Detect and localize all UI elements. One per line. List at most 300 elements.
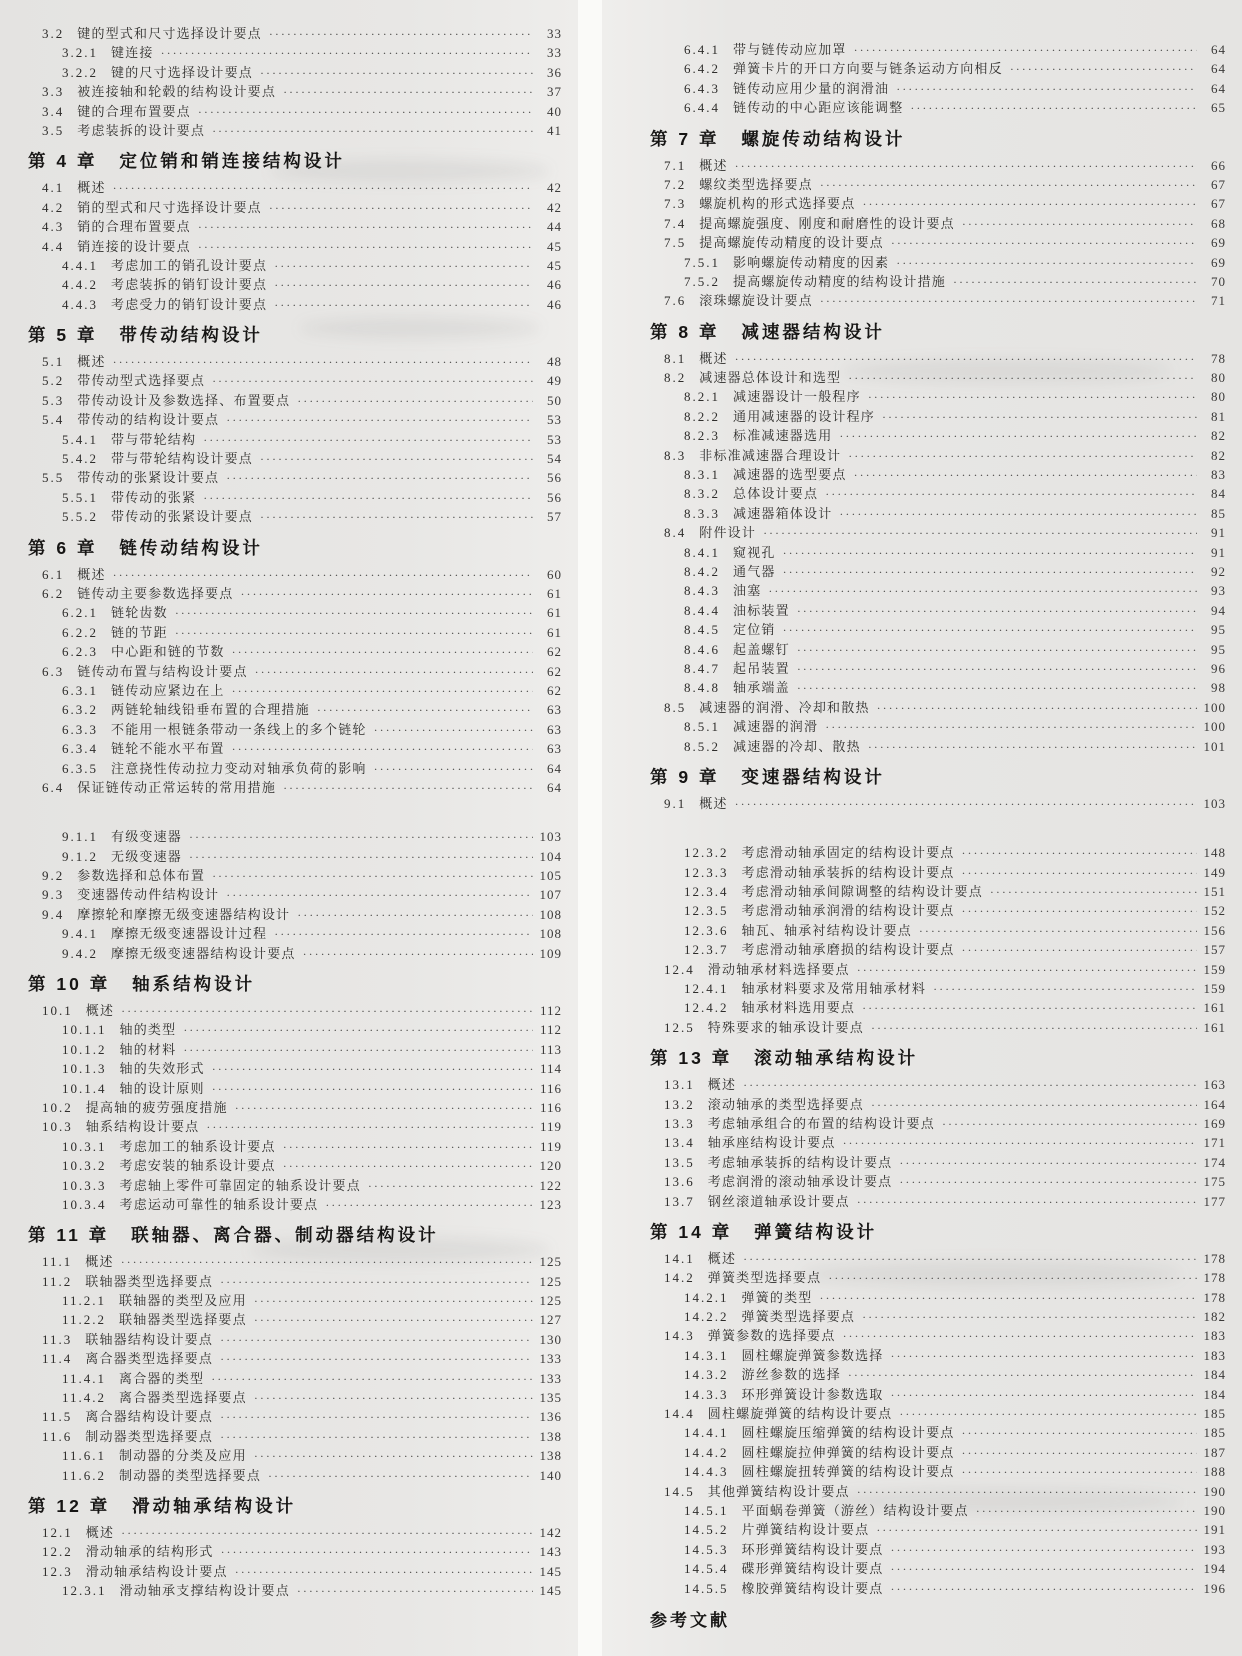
toc-entry-page-number: 61 (547, 585, 562, 601)
toc-entry-number: 9.4 (42, 906, 65, 922)
toc-entry (652, 1114, 1226, 1133)
toc-entry-title: 滚珠螺旋设计要点 (699, 293, 813, 309)
toc-entry-title: 附件设计 (699, 525, 757, 541)
chapter-title: 定位销和销连接结构设计 (119, 151, 345, 172)
toc-entry-title: 通用减速器的设计程序 (733, 408, 876, 424)
toc-entry (652, 446, 1226, 465)
toc-entry-page-number: 57 (547, 509, 562, 525)
toc-entry-page-number: 68 (1211, 215, 1226, 231)
block-gap (652, 813, 1226, 843)
toc-entry-page-number: 145 (539, 1583, 562, 1599)
toc-entry (652, 1018, 1226, 1037)
dot-leader (1010, 59, 1197, 79)
toc-entry (652, 368, 1226, 387)
toc-entry-page-number: 161 (1203, 1019, 1226, 1035)
chapter-title: 弹簧结构设计 (754, 1221, 878, 1242)
chapter-number: 第 9 章 (650, 766, 720, 787)
toc-entry (30, 391, 562, 410)
toc-entry-title: 概述 (85, 1525, 115, 1540)
toc-entry-title: 圆柱螺旋弹簧的结构设计要点 (707, 1406, 893, 1422)
dot-leader (235, 1562, 533, 1582)
toc-entry (30, 1466, 562, 1485)
toc-entry (30, 739, 562, 758)
toc-entry-number: 13.2 (664, 1096, 695, 1112)
dot-leader (297, 905, 533, 925)
toc-entry-number: 12.5 (664, 1019, 695, 1035)
toc-entry-page-number: 70 (1211, 273, 1226, 289)
toc-entry (30, 681, 562, 700)
toc-entry (30, 1137, 562, 1156)
dot-leader (121, 1523, 533, 1543)
toc-entry (652, 882, 1226, 901)
dot-leader (862, 1307, 1197, 1327)
toc-entry-number: 14.5.5 (684, 1580, 729, 1596)
toc-entry-page-number: 193 (1203, 1541, 1226, 1557)
toc-entry (30, 1252, 562, 1271)
toc-entry-title: 总体设计要点 (733, 486, 819, 502)
toc-entry-page-number: 178 (1203, 1289, 1226, 1305)
dot-leader (891, 233, 1197, 253)
toc-entry (652, 843, 1226, 862)
toc-entry (652, 253, 1226, 272)
toc-entry-number: 6.4.1 (684, 42, 720, 57)
toc-entry-title: 考虑加工的轴系设计要点 (119, 1138, 276, 1154)
toc-entry-page-number: 142 (539, 1525, 562, 1540)
chapter-number: 第 5 章 (28, 325, 98, 346)
dot-leader (839, 426, 1197, 446)
right-page (602, 0, 1242, 1656)
dot-leader (783, 562, 1197, 582)
toc-entry (30, 507, 562, 526)
toc-entry-number: 7.5.1 (684, 254, 720, 270)
toc-entry-title: 轴承材料要求及常用轴承材料 (741, 981, 927, 997)
toc-entry-number: 7.5 (664, 235, 687, 251)
dot-leader (221, 1542, 533, 1562)
toc-entry-number: 11.4 (42, 1351, 73, 1367)
toc-entry (30, 623, 562, 642)
toc-entry-number: 6.4.3 (684, 80, 720, 96)
dot-leader (743, 1249, 1197, 1269)
dot-leader (254, 1310, 533, 1330)
toc-entry-page-number: 105 (539, 868, 562, 884)
dot-leader (254, 1291, 533, 1311)
toc-entry-page-number: 60 (547, 566, 562, 582)
toc-entry-number: 14.5.4 (684, 1561, 729, 1577)
toc-entry-title: 键的尺寸选择设计要点 (111, 64, 254, 80)
toc-entry-title: 游丝参数的选择 (741, 1367, 841, 1383)
toc-entry-page-number: 82 (1211, 447, 1226, 463)
toc-entry-page-number: 183 (1203, 1328, 1226, 1344)
toc-entry-page-number: 33 (547, 26, 562, 41)
toc-entry (652, 698, 1226, 717)
toc-entry (30, 63, 562, 82)
toc-entry (652, 349, 1226, 368)
toc-entry-number: 8.2.1 (684, 389, 720, 405)
toc-entry-number: 12.4 (664, 961, 695, 977)
toc-entry-number: 7.5.2 (684, 273, 720, 289)
toc-entry-title: 带传动的结构设计要点 (77, 412, 220, 428)
toc-entry-title: 滑动轴承的结构形式 (85, 1544, 214, 1560)
toc-entry-page-number: 64 (1211, 61, 1226, 77)
toc-entry-title: 概述 (707, 1250, 737, 1266)
dot-leader (843, 1326, 1197, 1346)
toc-entry-page-number: 91 (1211, 544, 1226, 560)
toc-entry-page-number: 62 (547, 682, 562, 698)
toc-entry-title: 带传动型式选择要点 (77, 373, 206, 389)
toc-entry-number: 11.5 (42, 1409, 73, 1425)
dot-leader (206, 1117, 533, 1137)
toc-entry-page-number: 151 (1203, 884, 1226, 900)
toc-entry-title: 滚动轴承的类型选择要点 (707, 1096, 864, 1112)
toc-entry-title: 碟形弹簧结构设计要点 (741, 1561, 884, 1577)
toc-entry-page-number: 69 (1211, 235, 1226, 251)
toc-entry-title: 链传动应用少量的润滑油 (733, 80, 890, 96)
chapter-heading (650, 1221, 1226, 1243)
toc-entry-page-number: 113 (539, 1041, 562, 1057)
toc-entry (30, 256, 562, 275)
chapter-title: 带传动结构设计 (119, 325, 263, 346)
toc-entry-number: 14.5.1 (684, 1503, 729, 1518)
toc-entry-number: 8.5 (664, 699, 687, 715)
toc-entry (652, 678, 1226, 697)
toc-entry-title: 概述 (77, 566, 106, 582)
dot-leader (857, 1482, 1197, 1502)
toc-entry (30, 217, 562, 236)
dot-leader (260, 63, 533, 83)
toc-entry (30, 827, 562, 846)
toc-entry (652, 98, 1226, 117)
toc-entry-number: 8.4.7 (684, 660, 720, 676)
toc-entry-title: 链传动主要参数选择要点 (77, 585, 234, 601)
dot-leader (891, 1579, 1197, 1599)
dot-leader (990, 882, 1197, 902)
toc-entry-title: 概述 (85, 1003, 115, 1019)
toc-entry (30, 924, 562, 943)
toc-entry (30, 1020, 562, 1039)
toc-entry (30, 944, 562, 963)
dot-leader (226, 468, 533, 488)
toc-entry (652, 1249, 1226, 1268)
dot-leader (783, 620, 1197, 640)
toc-entry (652, 1501, 1226, 1520)
chapter-heading (650, 321, 1226, 343)
toc-entry-page-number: 53 (547, 431, 562, 447)
toc-entry (652, 998, 1226, 1017)
dot-leader (297, 391, 533, 411)
toc-entry-page-number: 187 (1203, 1444, 1226, 1460)
toc-entry-title: 不能用一根链条带动一条线上的多个链轮 (111, 721, 367, 737)
toc-entry-number: 7.2 (664, 176, 687, 192)
dot-leader (212, 866, 533, 886)
toc-entry-number: 5.4 (42, 412, 65, 428)
toc-entry-title: 概述 (699, 350, 728, 366)
toc-entry-number: 14.2 (664, 1270, 695, 1286)
toc-entry-number: 8.4.1 (684, 544, 720, 560)
toc-entry (30, 1195, 562, 1214)
dot-leader (283, 1156, 533, 1176)
toc-entry-title: 提高螺旋传动精度的结构设计措施 (733, 273, 947, 289)
dot-leader (260, 507, 533, 527)
toc-entry-title: 制动器的分类及应用 (119, 1448, 247, 1464)
toc-entry-page-number: 145 (539, 1563, 562, 1579)
toc-entry (652, 1579, 1226, 1598)
toc-entry-number: 12.1 (42, 1525, 73, 1540)
toc-entry-page-number: 171 (1203, 1135, 1226, 1151)
toc-entry-title: 其他弹簧结构设计要点 (707, 1483, 850, 1499)
toc-entry-title: 减速器箱体设计 (733, 505, 833, 521)
toc-entry-page-number: 33 (547, 45, 562, 61)
toc-entry (30, 603, 562, 622)
toc-entry (652, 979, 1226, 998)
dot-leader (899, 1404, 1197, 1424)
toc-entry (30, 295, 562, 314)
toc-entry (652, 1482, 1226, 1501)
dot-leader (283, 82, 533, 102)
dot-leader (891, 1540, 1197, 1560)
dot-leader (189, 827, 533, 847)
toc-entry-number: 5.1 (42, 354, 65, 370)
dot-leader (871, 1018, 1197, 1038)
toc-entry (30, 1001, 562, 1020)
dot-leader (303, 944, 533, 964)
toc-entry-number: 5.4.1 (62, 431, 98, 447)
dot-leader (797, 640, 1197, 660)
dot-leader (976, 1501, 1197, 1521)
toc-entry-number: 10.1.4 (62, 1080, 107, 1096)
dot-leader (325, 1195, 533, 1215)
chapter-heading (650, 766, 1226, 788)
toc-entry-title: 考虑运动可靠性的轴系设计要点 (119, 1196, 319, 1212)
dot-leader (175, 603, 533, 623)
toc-entry-title: 考虑滑动轴承磨损的结构设计要点 (741, 942, 955, 958)
dot-leader (877, 698, 1197, 718)
toc-entry-number: 4.4.2 (62, 277, 98, 293)
toc-entry-number: 3.2 (42, 26, 65, 41)
toc-entry-page-number: 62 (547, 644, 562, 660)
toc-entry-number: 6.3.2 (62, 702, 98, 718)
toc-entry (30, 1427, 562, 1446)
dot-leader (848, 446, 1197, 466)
toc-entry-number: 6.3.1 (62, 682, 98, 698)
toc-entry-page-number: 63 (547, 702, 562, 718)
toc-entry-title: 螺旋机构的形式选择要点 (699, 196, 856, 212)
toc-entry-title: 减速器的润滑 (733, 719, 819, 735)
chapter-number: 第 10 章 (28, 974, 111, 995)
dot-leader (962, 843, 1197, 863)
toc-entry-page-number: 64 (547, 779, 562, 795)
toc-entry-number: 8.4 (664, 525, 687, 541)
toc-entry-number: 12.3.6 (684, 922, 729, 938)
toc-entry-number: 6.4.2 (684, 61, 720, 77)
dot-leader (797, 601, 1197, 621)
dot-leader (283, 1137, 533, 1157)
toc-entry-title: 提高螺旋传动精度的设计要点 (699, 235, 884, 251)
toc-entry-title: 考虑装拆的销钉设计要点 (111, 277, 268, 293)
toc-entry-page-number: 148 (1203, 845, 1226, 861)
toc-entry (30, 275, 562, 294)
toc-entry (652, 581, 1226, 600)
toc-entry-page-number: 83 (1211, 467, 1226, 483)
toc-entry (30, 1117, 562, 1136)
dot-leader (962, 901, 1197, 921)
toc-entry-number: 9.3 (42, 887, 65, 903)
toc-entry (652, 620, 1226, 639)
toc-entry (30, 371, 562, 390)
dot-leader (235, 1098, 533, 1118)
dot-leader (183, 1040, 533, 1060)
dot-leader (121, 1252, 533, 1272)
toc-entry (30, 1310, 562, 1329)
dot-leader (825, 717, 1197, 737)
dot-leader (797, 678, 1197, 698)
dot-leader (868, 737, 1197, 757)
toc-entry-title: 轴承座结构设计要点 (707, 1135, 836, 1151)
chapter-heading (28, 973, 562, 995)
toc-entry-number: 11.2.1 (62, 1293, 107, 1309)
chapter-number: 第 14 章 (650, 1221, 733, 1242)
toc-entry-title: 概述 (77, 354, 106, 370)
toc-entry-number: 4.2 (42, 199, 65, 215)
toc-entry-number: 6.1 (42, 566, 65, 582)
toc-entry-page-number: 112 (539, 1003, 562, 1019)
toc-entry-number: 6.3 (42, 663, 65, 679)
toc-entry-number: 14.2.2 (684, 1309, 729, 1325)
right-toc-list (602, 0, 1242, 1632)
toc-entry-page-number: 175 (1203, 1174, 1226, 1190)
toc-entry (652, 523, 1226, 542)
toc-entry-title: 考虑装拆的设计要点 (77, 122, 206, 138)
toc-entry-page-number: 164 (1203, 1096, 1226, 1112)
toc-entry-number: 10.3.1 (62, 1138, 107, 1154)
toc-entry-number: 12.3.7 (684, 942, 729, 958)
toc-entry-page-number: 84 (1211, 486, 1226, 502)
toc-entry-page-number: 41 (547, 122, 562, 138)
toc-entry-number: 11.6 (42, 1428, 73, 1444)
toc-entry (652, 601, 1226, 620)
toc-entry-page-number: 136 (539, 1409, 562, 1425)
toc-entry (652, 1540, 1226, 1559)
page-gutter (578, 0, 602, 1656)
toc-entry-title: 销连接的设计要点 (77, 238, 191, 254)
dot-leader (891, 1559, 1197, 1579)
toc-entry-title: 联轴器类型选择要点 (119, 1312, 247, 1328)
toc-entry (30, 1330, 562, 1349)
toc-entry-page-number: 92 (1211, 563, 1226, 579)
toc-entry-title: 概述 (85, 1254, 114, 1270)
toc-entry-page-number: 112 (539, 1022, 562, 1038)
toc-entry-title: 起吊装置 (733, 660, 790, 676)
toc-entry (652, 960, 1226, 979)
dot-leader (962, 1443, 1197, 1463)
toc-entry-page-number: 82 (1211, 428, 1226, 444)
toc-entry (30, 488, 562, 507)
toc-entry (652, 214, 1226, 233)
toc-entry-title: 链的节距 (111, 624, 168, 640)
toc-entry-title: 轴系结构设计要点 (85, 1119, 200, 1135)
dot-leader (317, 700, 533, 720)
dot-leader (882, 407, 1197, 427)
dot-leader (212, 371, 533, 391)
toc-entry (30, 1040, 562, 1059)
toc-entry-number: 13.5 (664, 1154, 695, 1170)
dot-leader (962, 940, 1197, 960)
toc-entry-number: 8.5.2 (684, 738, 720, 754)
toc-entry-page-number: 119 (539, 1138, 562, 1154)
toc-entry (30, 1407, 562, 1426)
dot-leader (240, 584, 533, 604)
toc-entry-title: 链轮不能水平布置 (111, 741, 225, 757)
toc-entry-page-number: 67 (1211, 196, 1226, 212)
toc-entry-title: 带传动设计及参数选择、布置要点 (77, 392, 291, 408)
toc-entry-title: 弹簧类型选择要点 (707, 1270, 822, 1286)
toc-entry-number: 12.3.5 (684, 903, 729, 919)
toc-entry-number: 4.3 (42, 219, 65, 235)
toc-entry-number: 3.5 (42, 122, 65, 138)
toc-entry-page-number: 194 (1203, 1561, 1226, 1577)
toc-entry-title: 钢丝滚道轴承设计要点 (707, 1193, 850, 1209)
toc-entry-number: 8.3 (664, 447, 687, 463)
toc-entry-title: 轴的材料 (119, 1041, 177, 1057)
toc-entry-number: 10.3.2 (62, 1158, 107, 1174)
toc-entry (30, 1349, 562, 1368)
dot-leader (283, 778, 533, 798)
toc-entry (30, 237, 562, 256)
toc-entry-number: 8.2.3 (684, 428, 720, 444)
toc-entry-title: 起盖螺钉 (733, 641, 790, 657)
toc-entry-page-number: 50 (547, 392, 562, 408)
toc-entry-title: 注意挠性传动拉力变动对轴承负荷的影响 (111, 760, 367, 776)
toc-entry (652, 901, 1226, 920)
toc-entry-number: 6.4 (42, 779, 65, 795)
toc-entry-page-number: 94 (1211, 602, 1226, 618)
toc-entry-title: 链传动的中心距应该能调整 (733, 100, 904, 116)
toc-entry-title: 带与带轮结构设计要点 (111, 451, 254, 467)
dot-leader (899, 1153, 1197, 1173)
toc-entry-title: 带传动的张紧 (111, 489, 197, 505)
toc-entry (30, 468, 562, 487)
toc-entry-page-number: 183 (1203, 1347, 1226, 1363)
dot-leader (962, 863, 1197, 883)
toc-entry-title: 键的型式和尺寸选择设计要点 (77, 26, 262, 41)
toc-entry (30, 847, 562, 866)
dot-leader (783, 543, 1197, 563)
toc-entry (652, 291, 1226, 310)
toc-entry-number: 8.3.3 (684, 505, 720, 521)
toc-entry-number: 10.1.1 (62, 1022, 107, 1038)
toc-entry-title: 有级变速器 (111, 829, 183, 845)
toc-entry-title: 链传动布置与结构设计要点 (77, 663, 248, 679)
toc-entry (652, 1423, 1226, 1442)
chapter-heading (28, 537, 562, 559)
dot-leader (226, 410, 533, 430)
toc-entry (652, 1153, 1226, 1172)
toc-entry-title: 轴的设计原则 (119, 1080, 205, 1096)
toc-entry-page-number: 54 (547, 451, 562, 467)
dot-leader (232, 642, 533, 662)
toc-entry-title: 考虑受力的销钉设计要点 (111, 296, 268, 312)
toc-entry-title: 提高轴的疲劳强度措施 (85, 1099, 228, 1115)
toc-entry-page-number: 56 (547, 470, 562, 486)
toc-entry-number: 11.4.2 (62, 1390, 107, 1406)
toc-entry-number: 10.1.2 (62, 1041, 107, 1057)
chapter-heading (28, 150, 562, 172)
toc-entry-title: 轴瓦、轴承衬结构设计要点 (741, 922, 912, 938)
toc-entry (652, 59, 1226, 78)
toc-entry (652, 717, 1226, 736)
toc-entry-number: 10.2 (42, 1099, 73, 1115)
toc-entry-number: 6.3.5 (62, 760, 98, 776)
toc-entry-page-number: 108 (539, 926, 562, 942)
